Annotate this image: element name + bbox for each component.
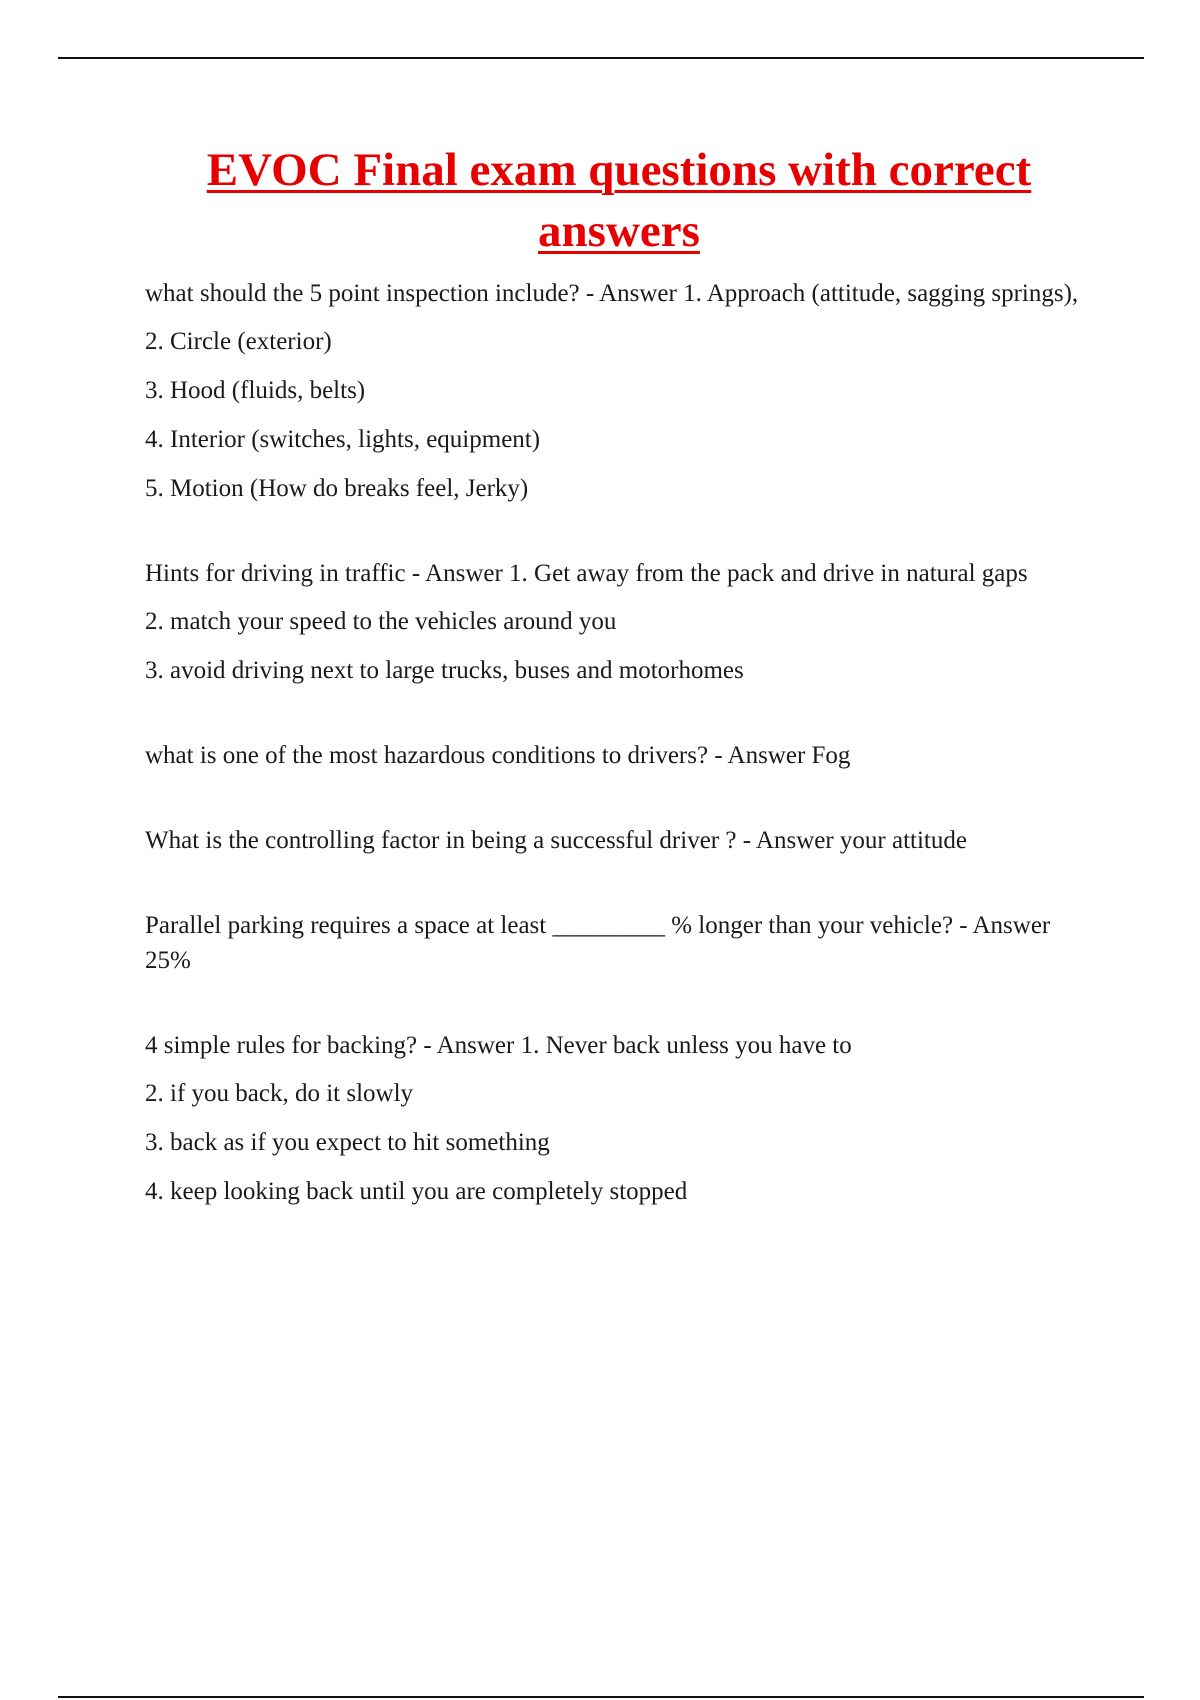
answer-line: 5. Motion (How do breaks feel, Jerky) — [145, 475, 529, 502]
document-title: EVOC Final exam questions with correct answers — [206, 144, 1032, 257]
question-line: what should the 5 point inspection include? - Answer 1. Approach (attitude, sagging springs), — [145, 280, 1079, 307]
question-line: 4 simple rules for backing? - Answer 1. Never back unless you have to — [145, 1032, 852, 1059]
qa-item-inspection — [145, 276, 1095, 506]
question-line: Parallel parking requires a space at least _________ % longer than your vehicle? - Answer 25% — [145, 912, 1051, 974]
answer-line: 3. Hood (fluids, belts) — [145, 377, 366, 404]
answer-line: 2. Circle (exterior) — [145, 328, 332, 355]
question-line: What is the controlling factor in being a successful driver ? - Answer your attitude — [145, 827, 967, 854]
question-line: what is one of the most hazardous conditions to drivers? - Answer Fog — [145, 742, 851, 769]
document-body — [145, 276, 1095, 1209]
answer-line: 2. if you back, do it slowly — [145, 1080, 414, 1107]
qa-item-hazard — [145, 738, 1095, 773]
qa-item-backing — [145, 1028, 1095, 1209]
qa-item-traffic — [145, 556, 1095, 688]
answer-line: 4. keep looking back until you are completely stopped — [145, 1178, 688, 1205]
qa-item-parallel-parking — [145, 908, 1095, 978]
qa-item-controlling-factor — [145, 823, 1095, 858]
answer-line: 3. avoid driving next to large trucks, buses and motorhomes — [145, 657, 744, 684]
answer-line: 4. Interior (switches, lights, equipment) — [145, 426, 541, 453]
top-rule — [58, 57, 1144, 59]
bottom-rule — [58, 1696, 1144, 1698]
answer-line: 2. match your speed to the vehicles around you — [145, 608, 617, 635]
answer-line: 3. back as if you expect to hit something — [145, 1129, 550, 1156]
question-line: Hints for driving in traffic - Answer 1. Get away from the pack and drive in natural gaps — [145, 560, 1028, 587]
